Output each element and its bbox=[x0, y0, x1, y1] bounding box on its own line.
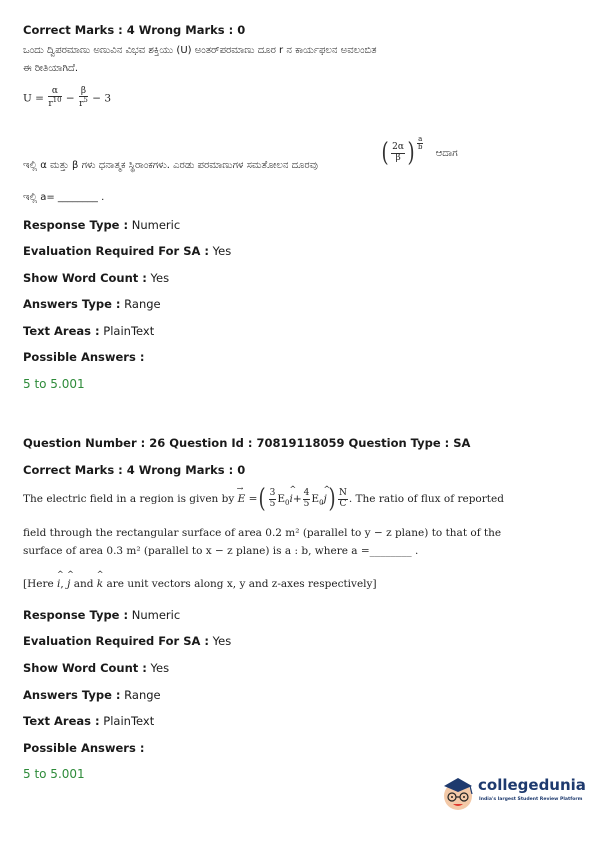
hat-i-2: ^ i bbox=[57, 578, 60, 590]
frac-3-5: $\frac{3}{5}$ bbox=[269, 488, 276, 509]
eq-r5: $r^5$ bbox=[79, 96, 88, 110]
mascot-icon bbox=[438, 772, 478, 816]
q26-line2: field through the rectangular surface of area 0.2 m² (parallel to y − z plane) to that of the bbox=[23, 527, 502, 539]
frac-den: β bbox=[395, 152, 401, 163]
vec-E: → E bbox=[238, 493, 246, 505]
q25-answer: 5 to 5.001 bbox=[23, 377, 85, 391]
q25-marks: Correct Marks : 4 Wrong Marks : 0 bbox=[23, 23, 246, 37]
q26-text-areas: Text Areas : PlainText bbox=[23, 714, 155, 728]
frac-N-C: $\frac{N}{C}$ bbox=[338, 488, 347, 509]
exp-frac bbox=[417, 136, 423, 152]
collegedunia-logo[interactable] bbox=[438, 772, 588, 816]
q26-response-type: Response Type : Numeric bbox=[23, 608, 181, 622]
hat-k: ^ k bbox=[97, 578, 103, 590]
kn-line3-end: ಆದಾಗ bbox=[435, 148, 458, 159]
q26-answers-type: Answers Type : Range bbox=[23, 688, 161, 702]
q25-answers-type: Answers Type : Range bbox=[23, 297, 161, 311]
exp-den: b bbox=[417, 143, 423, 152]
frac-num: 2α bbox=[392, 142, 404, 153]
q25-kn-line2: ಈ ರೀತಿಯಾಗಿದೆ. bbox=[23, 63, 79, 74]
paren-right: ) bbox=[407, 138, 415, 168]
q25-response-type: Response Type : Numeric bbox=[23, 218, 181, 232]
kn-line3-text: ಇಲ್ಲಿ α ಮತ್ತು β ಗಳು ಧನಾತ್ಮಕ ಸ್ಥಿರಾಂಕಗಳು. ಎರಡು ಪರಮಾಣುಗಳ ಸಮತೋಲನ ದೂರವು bbox=[23, 160, 318, 171]
q26-possible-answers: Possible Answers : bbox=[23, 741, 145, 755]
q26-header: Question Number : 26 Question Id : 70819118059 Question Type : SA bbox=[23, 436, 471, 450]
hat-j-2: ^ j bbox=[67, 578, 70, 590]
q25-word-count: Show Word Count : Yes bbox=[23, 271, 170, 285]
exp-num: a bbox=[418, 135, 423, 143]
q25-possible-answers: Possible Answers : bbox=[23, 350, 145, 364]
q25-equation bbox=[23, 87, 111, 110]
q26-marks: Correct Marks : 4 Wrong Marks : 0 bbox=[23, 463, 246, 477]
frac-4-5: $\frac{4}{5}$ bbox=[303, 488, 310, 509]
q26-answer: 5 to 5.001 bbox=[23, 767, 85, 781]
q25-kn-line3 bbox=[23, 160, 318, 171]
q25-kn-line4: ಇಲ್ಲಿ a= ________ . bbox=[23, 192, 105, 203]
eq-alpha: α bbox=[48, 87, 61, 97]
q26-evaluation: Evaluation Required For SA : Yes bbox=[23, 634, 232, 648]
q26-line1: The electric field in a region is given by → E =( $\frac{3}{5}$ $E_0\^{}$ i+ $\frac{4}{5}$ $E_0\^{}$ j) $\frac{N}{C}$ . The ratio of flux of reported bbox=[23, 486, 504, 512]
eq-frac-2a-b bbox=[391, 143, 405, 163]
q25-evaluation: Evaluation Required For SA : Yes bbox=[23, 244, 232, 258]
hat-j: ^ j bbox=[324, 493, 327, 505]
eq-minus: − bbox=[65, 92, 75, 105]
hat-i: ^ i bbox=[290, 493, 293, 505]
q25-kn-line1: ಒಂದು ದ್ವಿಪರಮಾಣು ಅಣುವಿನ ವಿಭವ ಶಕ್ತಿಯು (U) ಅಂತರ್‌ಪರಮಾಣು ದೂರ r ನ ಕಾರ್ಯಫಲನ ಅವಲಂಬಿತ bbox=[23, 45, 377, 56]
q25-equilibrium-expr bbox=[380, 135, 458, 168]
eq-r10: $r^{10}$ bbox=[48, 96, 62, 110]
q26-word-count: Show Word Count : Yes bbox=[23, 661, 170, 675]
eq-lhs: U = bbox=[23, 92, 44, 105]
paren-left: ( bbox=[381, 138, 389, 168]
eq-tail: − 3 bbox=[92, 92, 112, 105]
logo-tagline: India's largest Student Review Platform bbox=[479, 797, 583, 802]
q25-text-areas: Text Areas : PlainText bbox=[23, 324, 155, 338]
q26-line3: surface of area 0.3 m² (parallel to x − z plane) is a : b, where a =________ . bbox=[23, 545, 419, 557]
eq-beta: β bbox=[80, 86, 87, 96]
q26-line4: [Here ^ i, ^ j and ^ k are unit vectors along x, y and z-axes respectively] bbox=[23, 578, 377, 590]
eq-frac-beta bbox=[79, 87, 88, 110]
logo-title: collegedunia bbox=[478, 776, 586, 794]
eq-frac-alpha bbox=[48, 87, 61, 110]
